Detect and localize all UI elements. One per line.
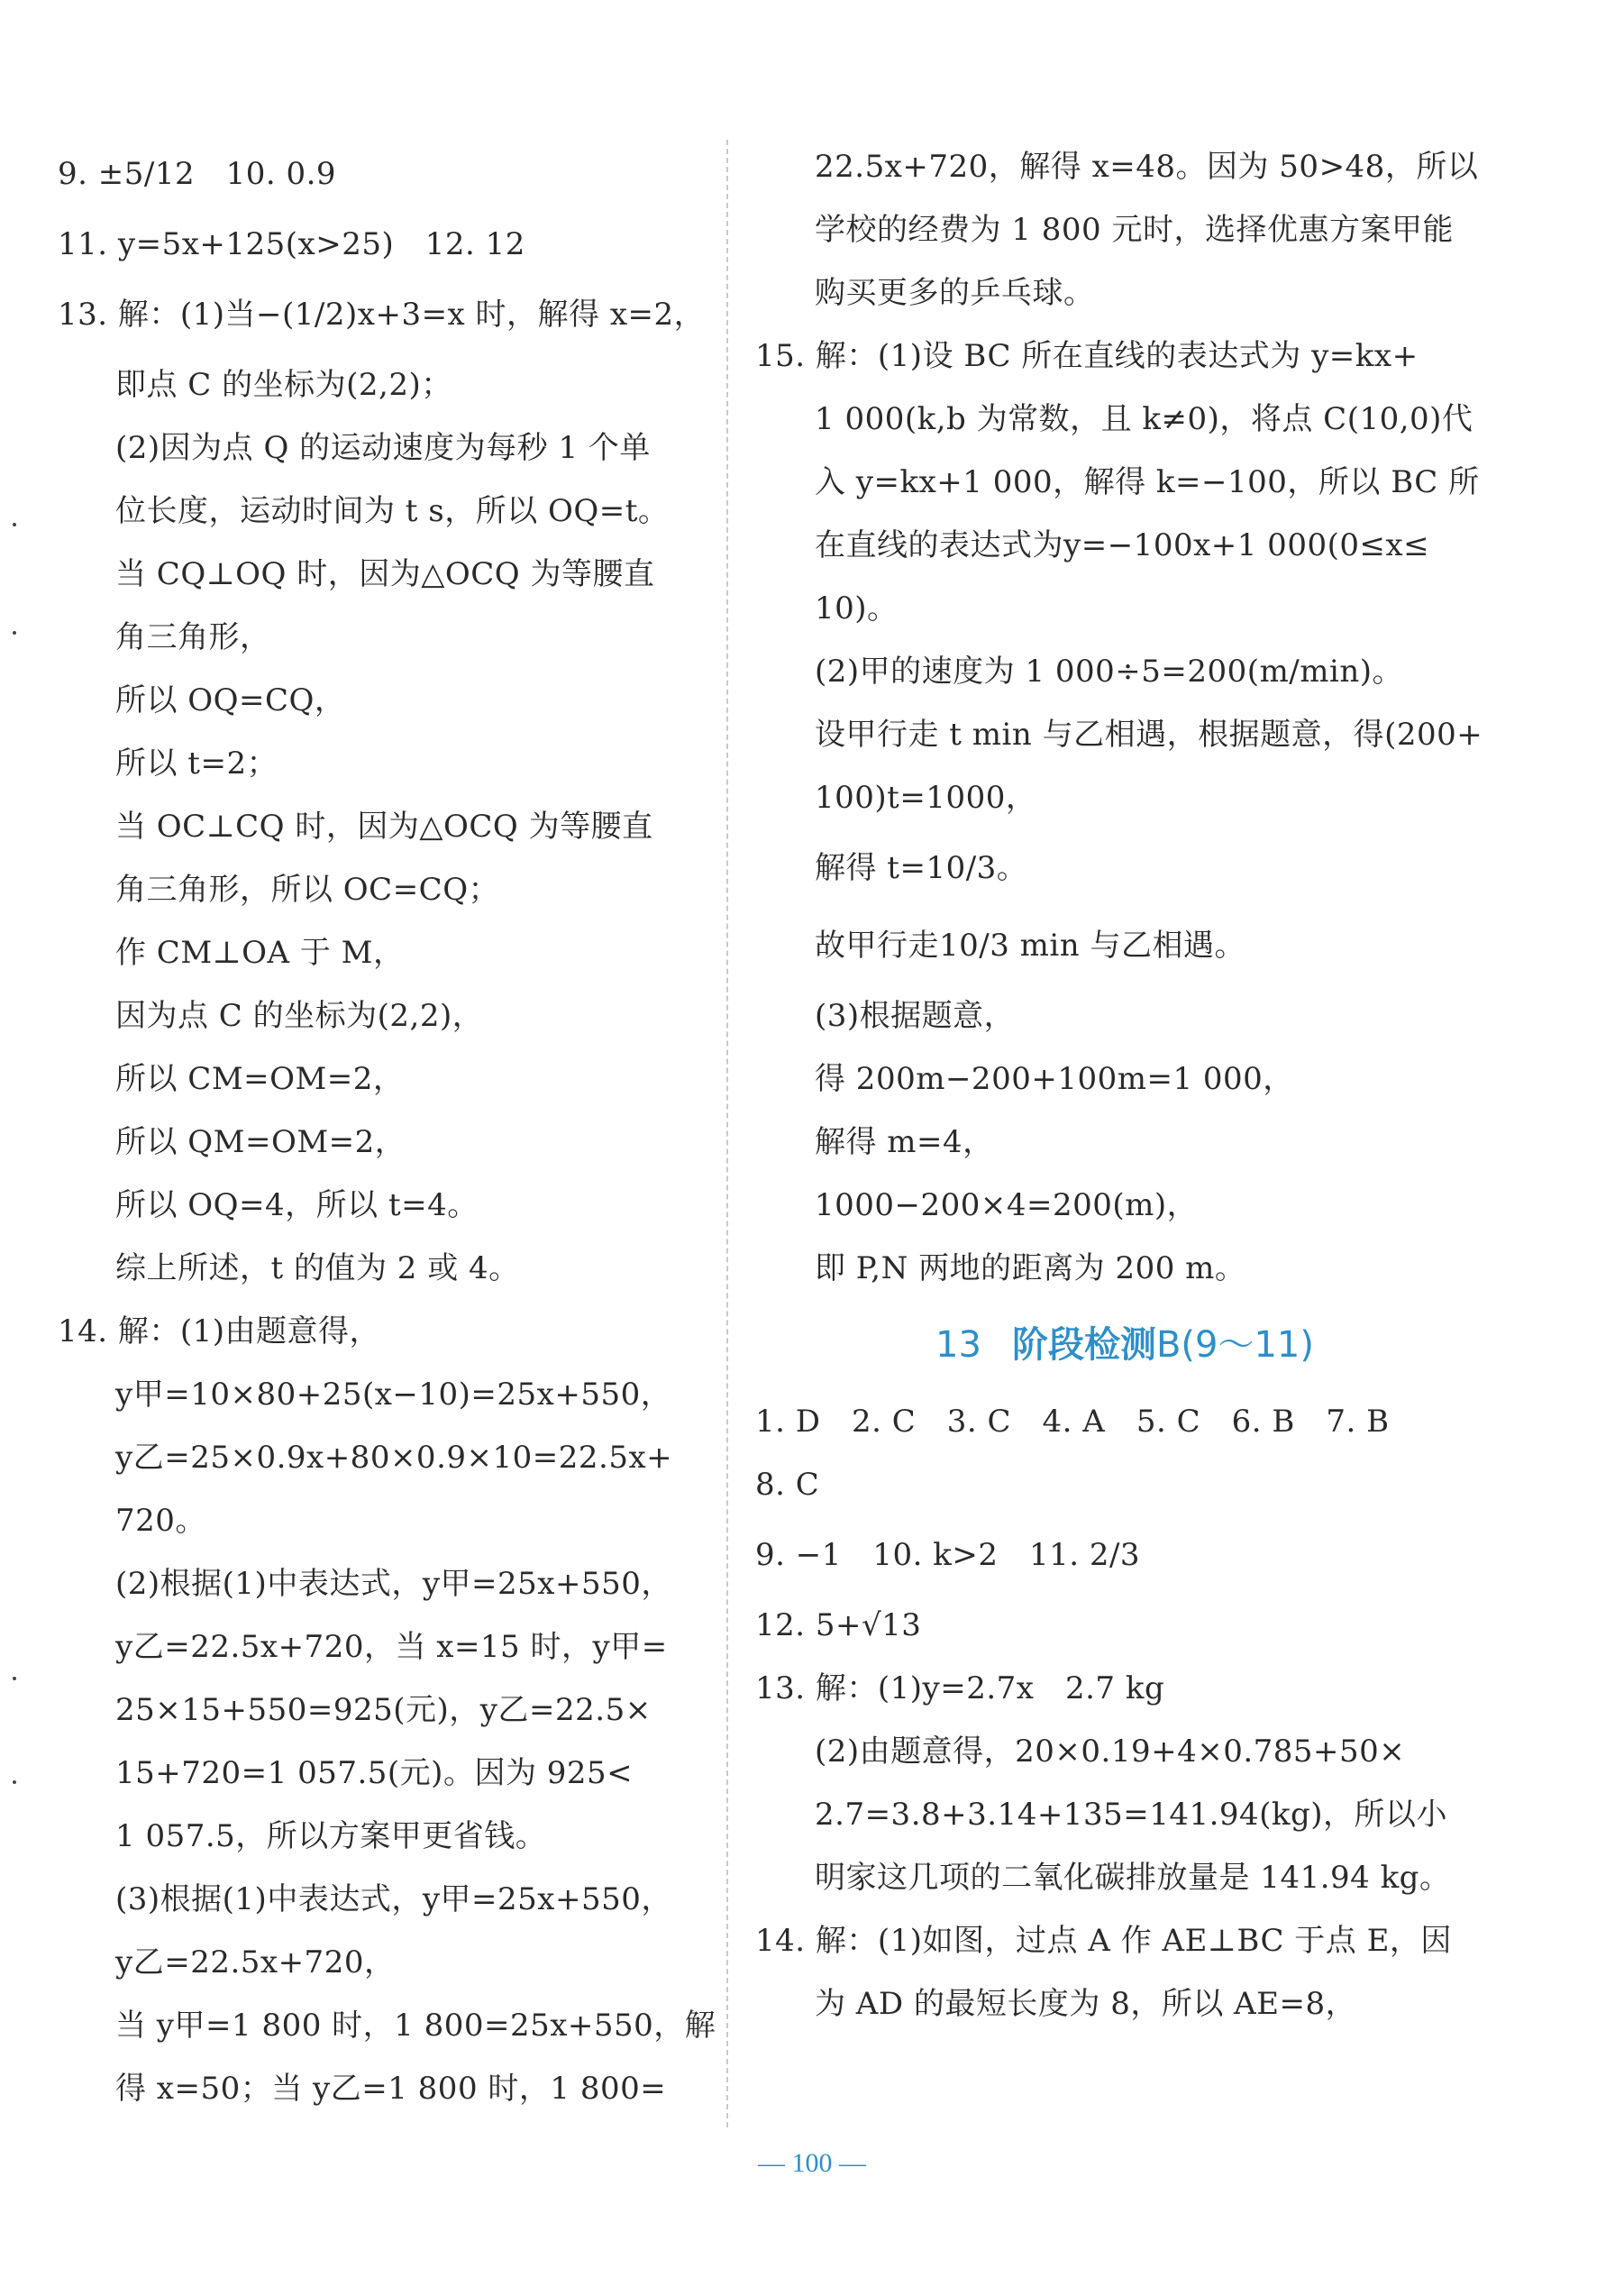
- answer-line: 角三角形，: [115, 619, 271, 655]
- answer-line: 所以 t=2；: [115, 746, 278, 782]
- answer-line: (2)根据(1)中表达式，y甲=25x+550，: [115, 1566, 672, 1602]
- answer-line: 作 CM⊥OA 于 M，: [115, 935, 405, 971]
- answer-line: 9. ±5/12 10. 0.9: [58, 156, 337, 192]
- answer-line: 因为点 C 的坐标为(2,2)，: [115, 998, 484, 1034]
- answer-line: y乙=22.5x+720，: [115, 1944, 396, 1980]
- answer-line: 明家这几项的二氧化碳排放量是 141.94 kg。: [815, 1860, 1451, 1896]
- answer-line: 故甲行走10/3 min 与乙相遇。: [815, 928, 1245, 964]
- margin-mark: [13, 1677, 16, 1680]
- answer-line: 当 y甲=1 800 时，1 800=25x+550，解: [115, 2008, 716, 2044]
- answer-line: 22.5x+720，解得 x=48。因为 50>48，所以: [815, 149, 1479, 185]
- answer-line: 14. 解：(1)如图，过点 A 作 AE⊥BC 于点 E，因: [755, 1923, 1452, 1959]
- answer-line: 1000−200×4=200(m)，: [815, 1187, 1199, 1223]
- answer-line: (3)根据(1)中表达式，y甲=25x+550，: [115, 1881, 672, 1917]
- section-heading: [755, 1300, 1494, 1390]
- answer-line: 13. 解：(1)y=2.7x 2.7 kg: [755, 1670, 1165, 1706]
- answer-line: 所以 QM=OM=2，: [115, 1124, 406, 1160]
- answer-line: 为 AD 的最短长度为 8，所以 AE=8，: [815, 1986, 1357, 2022]
- answer-line: 10)。: [815, 590, 899, 627]
- answer-line: 所以 OQ=CQ，: [115, 682, 346, 718]
- answer-line: 1 057.5，所以方案甲更省钱。: [115, 1818, 547, 1854]
- section-number: 13: [935, 1324, 981, 1366]
- answer-line: 所以 CM=OM=2，: [115, 1061, 405, 1097]
- margin-mark: [13, 1780, 16, 1784]
- answer-line: 解得 m=4，: [815, 1124, 994, 1160]
- margin-mark: [13, 631, 16, 635]
- answer-line: 角三角形，所以 OC=CQ；: [115, 872, 500, 908]
- answer-line: 当 CQ⊥OQ 时，因为△OCQ 为等腰直: [115, 556, 655, 592]
- answer-line: 15. 解：(1)设 BC 所在直线的表达式为 y=kx+: [755, 338, 1419, 374]
- answer-line: 在直线的表达式为y=−100x+1 000(0≤x≤: [815, 527, 1430, 563]
- answer-line: 购买更多的乒乓球。: [815, 275, 1095, 311]
- answer-line: 2.7=3.8+3.14+135=141.94(kg)，所以小: [815, 1797, 1448, 1833]
- answer-line: 11. y=5x+125(x>25) 12. 12: [58, 226, 525, 262]
- answer-line: 学校的经费为 1 800 元时，选择优惠方案甲能: [815, 212, 1454, 248]
- answer-line: 15+720=1 057.5(元)。因为 925<: [115, 1755, 634, 1791]
- answer-line: (2)由题意得，20×0.19+4×0.785+50×: [815, 1733, 1406, 1770]
- answer-line: 设甲行走 t min 与乙相遇，根据题意，得(200+: [815, 717, 1483, 753]
- section-title: 阶段检测: [1011, 1324, 1156, 1366]
- answer-line: 当 OC⊥CQ 时，因为△OCQ 为等腰直: [115, 809, 653, 845]
- answer-line: 综上所述，t 的值为 2 或 4。: [115, 1250, 520, 1286]
- answer-line: 14. 解：(1)由题意得，: [58, 1313, 381, 1349]
- answer-line: (3)根据题意，: [815, 998, 1016, 1034]
- answer-line: 1. D 2. C 3. C 4. A 5. C 6. B 7. B: [755, 1404, 1390, 1440]
- column-divider: [726, 140, 728, 2127]
- answer-line: 所以 OQ=4，所以 t=4。: [115, 1187, 479, 1223]
- answer-line: 1 000(k,b 为常数，且 k≠0)，将点 C(10,0)代: [815, 401, 1473, 437]
- left-column: [58, 135, 716, 2120]
- answer-line: 入 y=kx+1 000，解得 k=−100，所以 BC 所: [815, 464, 1480, 500]
- answer-line: 得 x=50；当 y乙=1 800 时，1 800=: [115, 2071, 667, 2107]
- right-column: [755, 135, 1494, 2035]
- answer-line: y甲=10×80+25(x−10)=25x+550，: [115, 1377, 672, 1413]
- answer-line: (2)因为点 Q 的运动速度为每秒 1 个单: [115, 430, 651, 466]
- answer-line: 8. C: [755, 1467, 820, 1503]
- answer-line: y乙=25×0.9x+80×0.9×10=22.5x+: [115, 1440, 673, 1476]
- answer-line: 即 P,N 两地的距离为 200 m。: [815, 1250, 1246, 1286]
- answer-line: 解得 t=10/3。: [815, 850, 1028, 886]
- answer-line: 25×15+550=925(元)，y乙=22.5×: [115, 1692, 652, 1728]
- answer-line: 100)t=1000，: [815, 780, 1037, 816]
- page-number: — 100 —: [758, 2148, 866, 2178]
- answer-line: 12. 5+√13: [755, 1607, 922, 1643]
- answer-line: (2)甲的速度为 1 000÷5=200(m/min)。: [815, 654, 1404, 690]
- answer-line: y乙=22.5x+720，当 x=15 时，y甲=: [115, 1629, 668, 1665]
- answer-line: 位长度，运动时间为 t s，所以 OQ=t。: [115, 493, 670, 529]
- answer-line: 即点 C 的坐标为(2,2)；: [115, 367, 452, 403]
- answer-line: 9. −1 10. k>2 11. 2/3: [755, 1537, 1141, 1573]
- margin-mark: [13, 523, 16, 526]
- answer-line: 13. 解：(1)当−(1/2)x+3=x 时，解得 x=2，: [58, 297, 706, 333]
- answer-line: 得 200m−200+100m=1 000，: [815, 1061, 1294, 1097]
- answer-line: 720。: [115, 1503, 206, 1539]
- section-subtitle: B(9～11): [1155, 1324, 1314, 1366]
